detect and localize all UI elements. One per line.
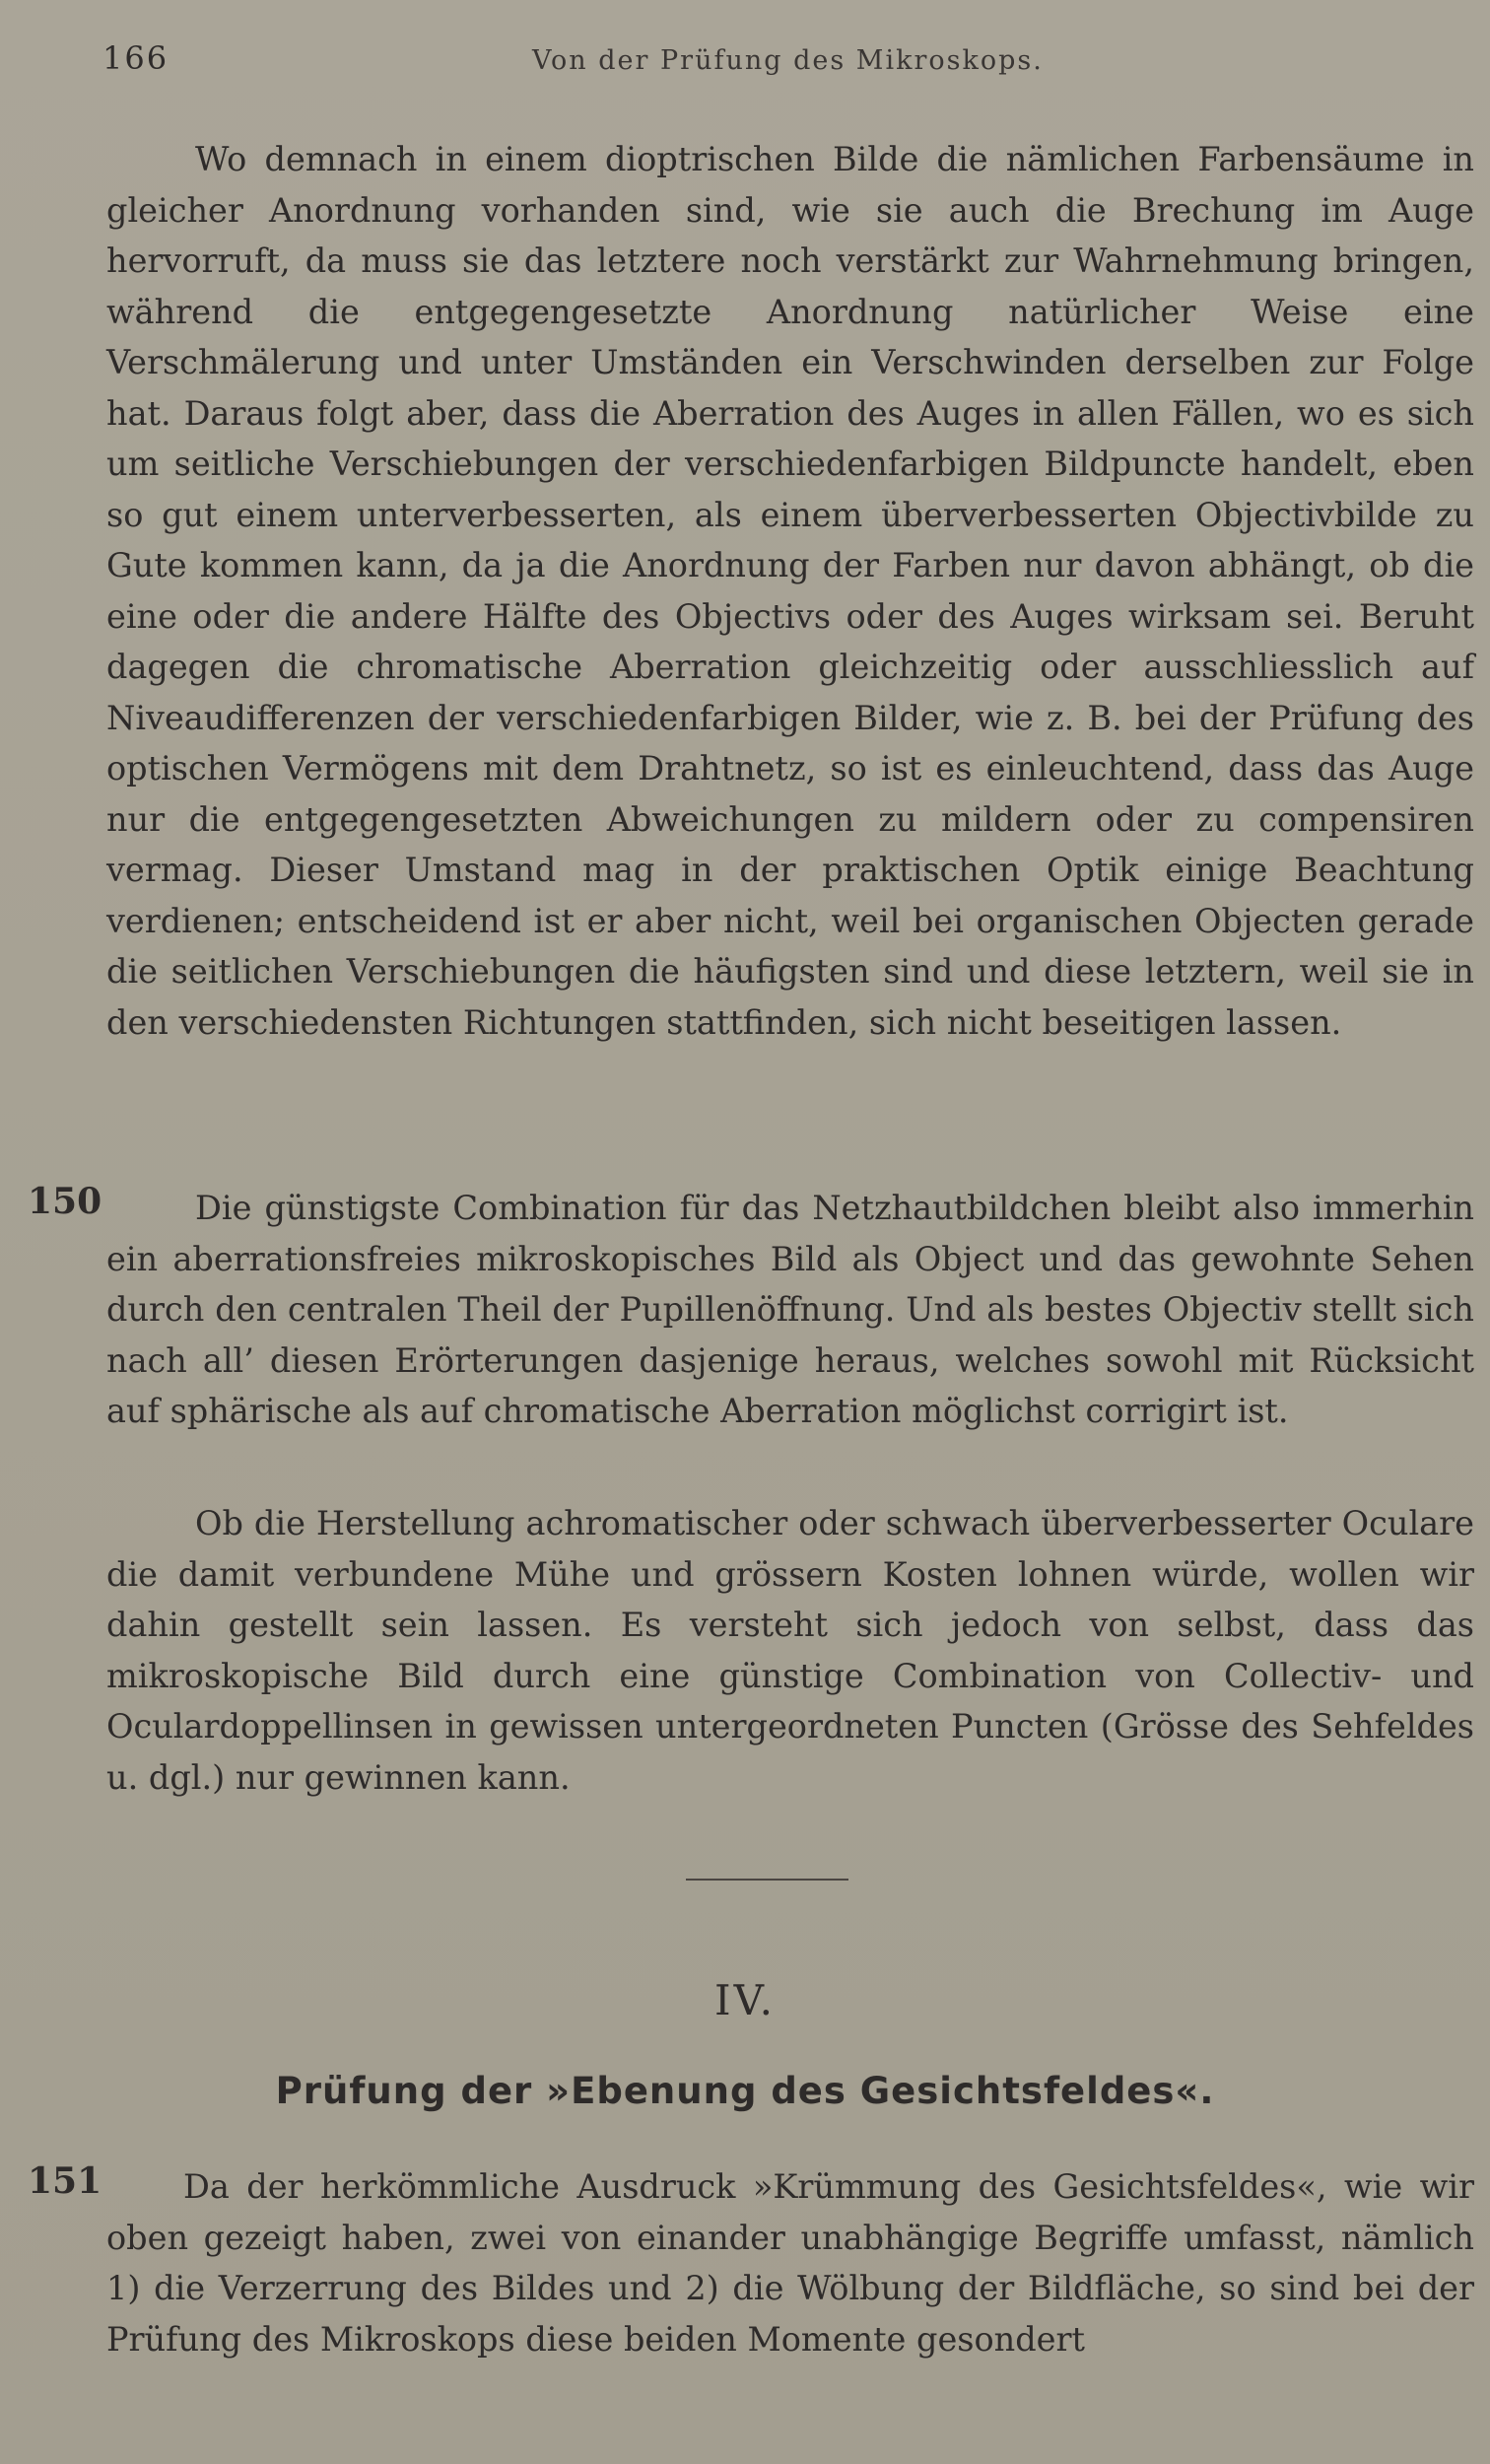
section-marker-150: 150 <box>28 1181 102 1222</box>
page-number: 166 <box>102 39 169 77</box>
section-marker-151: 151 <box>28 2160 102 2202</box>
paragraph-field-curvature: Da der herkömmliche Ausdruck »Krümmung des Gesichtsfeldes«, wie wir oben gezeigt haben, zwei von einander unabhängige Begriffe umfasst, nämlich 1) die Verzerrung des Bildes und 2) die Wölbung der Bildfläche, so sind bei der Prüfung des Mikroskops diese beiden Momente gesondert <box>106 2167 1474 2359</box>
paragraph-best-combination: Die günstigste Combination für das Netzhautbildchen bleibt also immerhin ein aberrationsfreies mikroskopisches Bild als Object und das gewohnte Sehen durch den centralen Theil der Pupillenöffnung. Und als bestes Objectiv stellt sich nach all’ diesen Erörterungen dasjenige heraus, welches sowohl mit Rücksicht auf sphärische als auf chromatische Aberration möglichst corrigirt ist. <box>106 1189 1474 1430</box>
section-title: Prüfung der »Ebenung des Gesichtsfeldes«. <box>275 2070 1215 2112</box>
paragraph-aberration-of-eye: Wo demnach in einem dioptrischen Bilde die nämlichen Farbensäume in gleicher Anordnung vorhanden sind, wie sie auch die Brechung im Auge hervorruft, da muss sie das letztere noch verstärkt zur Wahrnehmung bringen, während die entgegengesetzte Anordnung natürlicher Weise eine Verschmälerung und unter Umständen ein Verschwinden derselben zur Folge hat. Daraus folgt aber, dass die Aberration des Auges in allen Fällen, wo es sich um seitliche Verschiebungen der verschiedenfarbigen Bildpuncte handelt, eben so gut einem unterverbesserten, als einem überverbesserten Objectivbilde zu Gute kommen kann, da ja die Anordnung der Farben nur davon abhängt, ob die eine oder die andere Hälfte des Objectivs oder des Auges wirksam sei. Beruht dagegen die chromatische Aberration gleichzeitig oder ausschliesslich auf Niveaudifferenzen der verschiedenfarbigen Bilder, wie z. B. bei der Prüfung des optischen Vermögens mit dem Drahtnetz, so ist es einleuchtend, dass das Auge nur die entgegengesetzten Abweichungen zu mildern oder zu compensiren vermag. Dieser Umstand mag in der praktischen Optik einige Beachtung verdienen; entscheidend ist er aber nicht, weil bei organischen Objecten gerade die seitlichen Verschiebungen die häufigsten sind und diese letztern, weil sie in den verschiedensten Richtungen stattfinden, sich nicht beseitigen lassen. <box>106 140 1474 1042</box>
page-header <box>0 39 1490 89</box>
section-number: IV. <box>714 1976 776 2024</box>
paragraph-oculars: Ob die Herstellung achromatischer oder schwach überverbesserter Oculare die damit verbundene Mühe und grössern Kosten lohnen würde, wollen wir dahin gestellt sein lassen. Es versteht sich jedoch von selbst, dass das mikroskopische Bild durch eine günstige Combination von Collectiv- und Oculardoppellinsen in gewissen untergeordneten Puncten (Grösse des Sehfeldes u. dgl.) nur gewinnen kann. <box>106 1504 1474 1797</box>
running-title: Von der Prüfung des Mikroskops. <box>532 45 1044 76</box>
section-divider <box>686 1879 848 1881</box>
